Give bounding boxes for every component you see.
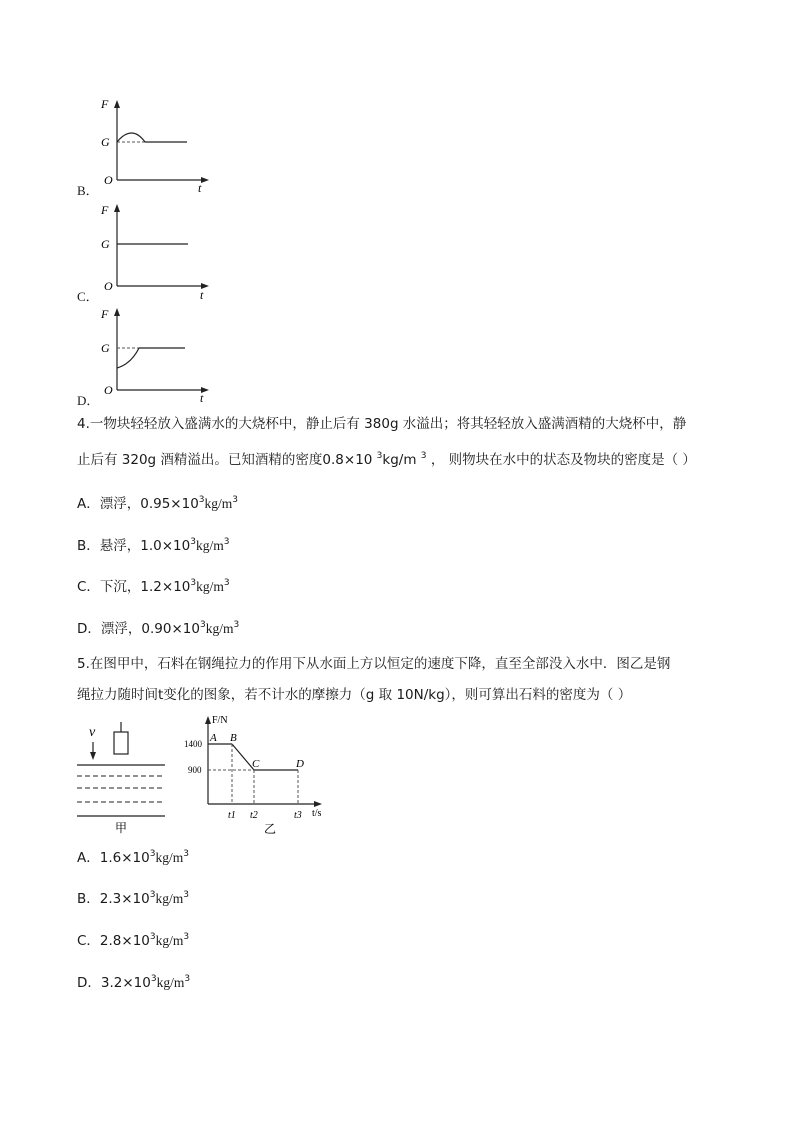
x-axis-label: t/s xyxy=(312,808,322,819)
point-c: C xyxy=(252,758,260,770)
q4-line1: 4.一物块轻轻放入盛满水的大烧杯中，静止后有 380g 水溢出；将其轻轻放入盛满酒精的大烧杯中，静 xyxy=(77,416,687,432)
x-tick-t2: t2 xyxy=(250,810,258,821)
figure-yi-caption: 乙 xyxy=(264,822,277,836)
option-d-graph xyxy=(95,304,210,404)
axis-label-g: G xyxy=(101,341,110,355)
figure-yi xyxy=(180,712,330,840)
q5-option-d: D．$3.2\times 10^3kg/m^3$ xyxy=(77,974,191,991)
axis-label-t: t xyxy=(200,391,204,404)
point-a: A xyxy=(210,732,217,744)
axis-label-o: O xyxy=(104,279,113,293)
q5-option-b: B．$2.3\times 10^3kg/m^3$ xyxy=(77,890,189,907)
axis-label-t: t xyxy=(198,181,202,195)
q4-option-b: B．悬浮，$1.0\times 10^3kg/m^3$ xyxy=(77,537,230,554)
axis-label-g: G xyxy=(101,135,110,149)
y-tick-900: 900 xyxy=(188,765,202,775)
option-b-graph xyxy=(95,96,210,196)
x-tick-t1: t1 xyxy=(228,810,236,821)
axis-label-g: G xyxy=(101,237,110,251)
option-d-label: D． xyxy=(77,393,100,408)
stone-block xyxy=(114,732,128,754)
point-b: B xyxy=(230,732,237,744)
y-axis-label: F/N xyxy=(212,715,228,726)
velocity-label: v xyxy=(89,725,96,740)
q5-option-c: C．$2.8\times 10^3kg/m^3$ xyxy=(77,932,190,949)
y-tick-1400: 1400 xyxy=(184,739,202,749)
option-c-label: C． xyxy=(77,289,99,304)
figure-jia-caption: 甲 xyxy=(115,821,128,835)
axis-label-t: t xyxy=(200,288,204,300)
q4-option-d: D．漂浮，$0.90\times 10^3kg/m^3$ xyxy=(77,620,240,637)
x-tick-t3: t3 xyxy=(294,810,302,821)
q4-line2: 止后有 320g 酒精溢出。已知酒精的密度0.8×10 $^3$kg/m $^3$ ， 则物块在水中的状态及物块的密度是（ ） xyxy=(77,451,696,468)
option-b-label: B． xyxy=(77,183,99,198)
figure-jia xyxy=(75,720,175,838)
axis-label-f: F xyxy=(101,203,109,217)
q5-line2: 绳拉力随时间t变化的图象，若不计水的摩擦力（g 取 10N/kg），则可算出石料的密度为（ ） xyxy=(77,687,632,703)
axis-label-o: O xyxy=(104,173,113,187)
axis-label-f: F xyxy=(101,307,109,321)
axis-label-f: F xyxy=(101,97,109,111)
option-c-graph xyxy=(95,200,210,300)
point-d: D xyxy=(296,758,304,770)
q4-option-c: C．下沉，$1.2\times 10^3kg/m^3$ xyxy=(77,578,230,595)
axis-label-o: O xyxy=(104,383,113,397)
q4-option-a: A．漂浮，$0.95\times 10^3kg/m^3$ xyxy=(77,495,239,512)
q5-line1: 5.在图甲中，石料在钢绳拉力的作用下从水面上方以恒定的速度下降，直至全部没入水中．图乙是钢 xyxy=(77,656,671,672)
q5-option-a: A．$1.6\times 10^3kg/m^3$ xyxy=(77,849,189,866)
